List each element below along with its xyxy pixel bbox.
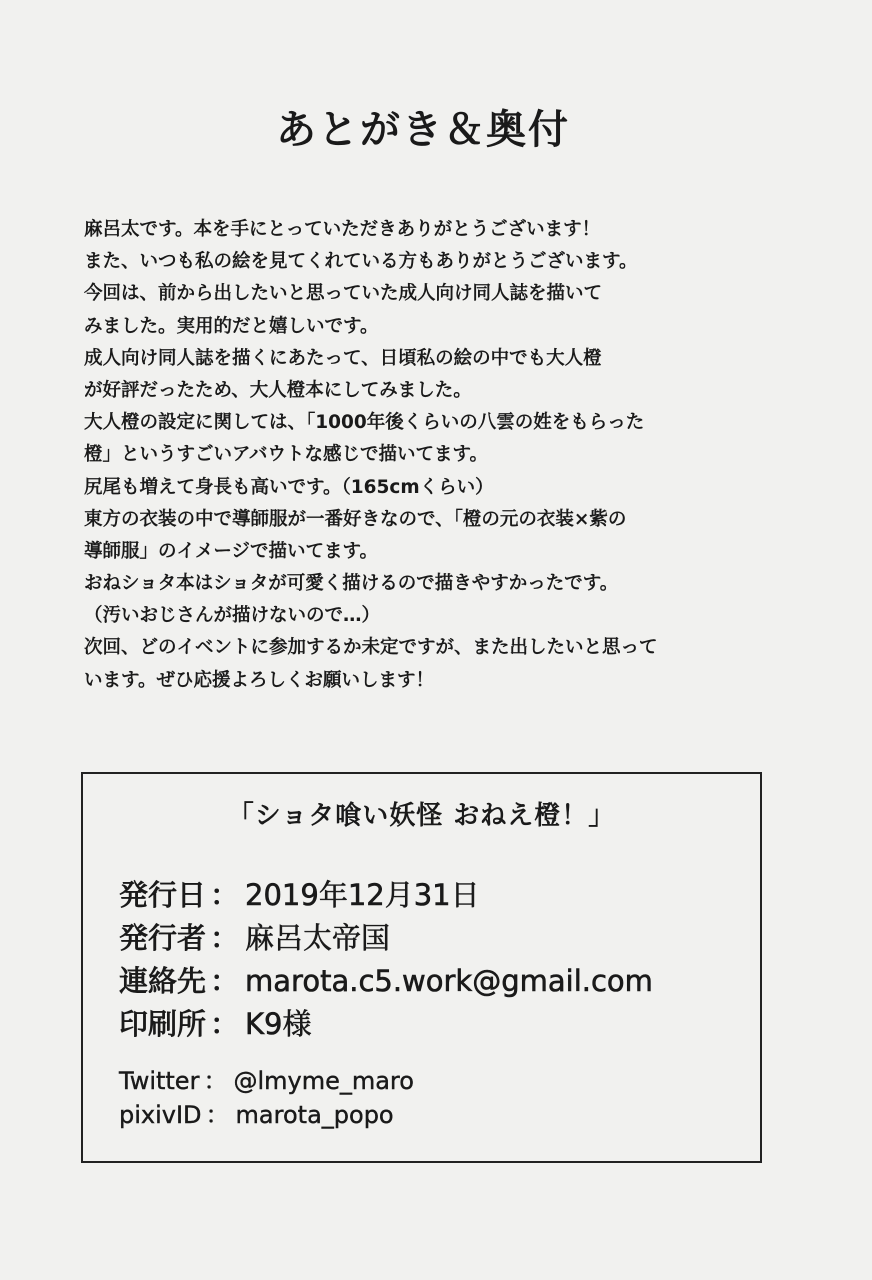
publication-info (119, 874, 739, 1046)
printer-value: K9様 (245, 1007, 312, 1041)
social-accounts (119, 1064, 739, 1132)
afterword-line: 次回、どのイベントに参加するか未定ですが、また出したいと思って (84, 637, 658, 659)
colophon-box (81, 772, 762, 1163)
contact-label: 連絡先 (119, 964, 207, 998)
afterword-line: おねショタ本はショタが可愛く描けるので描きやすかったです。 (84, 573, 619, 595)
pixiv-label: pixivID (119, 1101, 202, 1129)
publish-date-row (119, 874, 739, 917)
twitter-handle: @lmyme_maro (233, 1067, 414, 1095)
afterword-line: また、いつも私の絵を見てくれている方もありがとうございます。 (84, 251, 638, 273)
afterword-line: 導師服」のイメージで描いてます。 (84, 540, 378, 562)
page-title: あとがき＆奥付 (276, 107, 570, 153)
pixiv-id: marota_popo (235, 1101, 394, 1129)
printer-row (119, 1003, 739, 1046)
pixiv-row (119, 1098, 739, 1132)
twitter-label: Twitter (119, 1067, 200, 1095)
afterword-line: 大人橙の設定に関しては、「1000年後くらいの八雲の姓をもらった (84, 412, 645, 434)
separator: ： (210, 921, 240, 955)
twitter-row (119, 1064, 739, 1098)
publish-date-value: 2019年12月31日 (245, 878, 480, 912)
separator: ： (203, 1067, 228, 1095)
afterword-line: 橙」というすごいアバウトな感じで描いてます。 (84, 444, 489, 466)
afterword-line: います。ぜひ応援よろしくお願いします！ (84, 669, 435, 691)
afterword-text (84, 214, 784, 697)
afterword-line: 東方の衣装の中で導師服が一番好きなので、「橙の元の衣装×紫の (84, 508, 627, 530)
afterword-line: （汚いおじさんが描けないので…） (84, 605, 381, 627)
contact-email[interactable]: marota.c5.work@gmail.com (245, 964, 653, 998)
separator: ： (210, 1007, 240, 1041)
separator: ： (205, 1101, 230, 1129)
afterword-line: が好評だったため、大人橙本にしてみました。 (84, 379, 472, 401)
afterword-line: 今回は、前から出したいと思っていた成人向け同人誌を描いて (84, 283, 603, 305)
publish-date-label: 発行日 (119, 878, 207, 912)
publisher-value: 麻呂太帝国 (245, 921, 391, 955)
publisher-row (119, 917, 739, 960)
printer-label: 印刷所 (119, 1007, 207, 1041)
book-title: 「ショタ喰い妖怪 おねえ橙！」 (227, 801, 616, 831)
afterword-line: 麻呂太です。本を手にとっていただきありがとうございます！ (84, 219, 601, 240)
separator: ： (210, 878, 240, 912)
separator: ： (210, 964, 240, 998)
contact-row (119, 960, 739, 1003)
publisher-label: 発行者 (119, 921, 207, 955)
afterword-line: みました。実用的だと嬉しいです。 (84, 315, 379, 337)
afterword-line: 成人向け同人誌を描くにあたって、日頃私の絵の中でも大人橙 (84, 347, 602, 369)
afterword-line: 尻尾も増えて身長も高いです。（165cmくらい） (84, 476, 494, 498)
